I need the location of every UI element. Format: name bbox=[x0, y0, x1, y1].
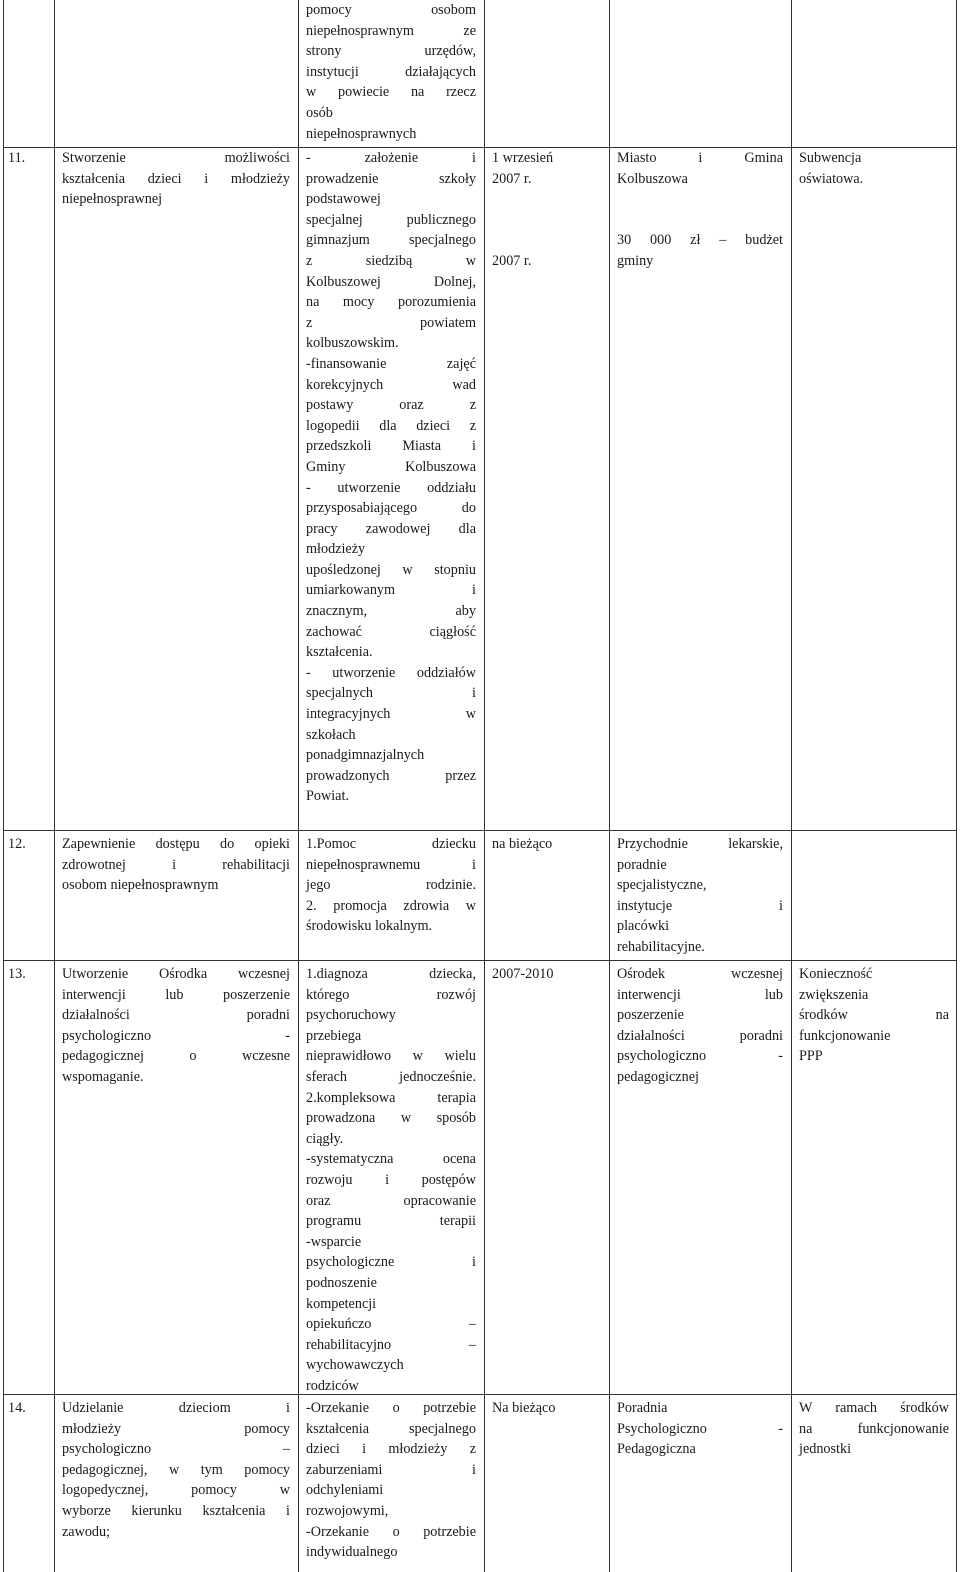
text-line: Poradnia bbox=[617, 1400, 668, 1416]
grid-vline-1 bbox=[54, 0, 55, 1572]
text-line: podstawowej bbox=[306, 191, 381, 208]
text-line: z siedzibą w bbox=[306, 252, 476, 269]
text-line: niepełnosprawnej bbox=[62, 191, 163, 208]
text-line: 2007-2010 bbox=[492, 966, 554, 982]
text-line: na bieżąco bbox=[492, 836, 553, 852]
text-line: Kolbuszowej Dolnej, bbox=[306, 273, 476, 290]
text-line: Stworzenie możliwości bbox=[62, 150, 290, 166]
text-line: Ośrodek wczesnej bbox=[617, 966, 783, 982]
text-line: na mocy porozumienia bbox=[306, 294, 476, 311]
text-line: prowadzenie szkoły bbox=[306, 170, 476, 187]
text-line: szkołach bbox=[306, 726, 356, 743]
goal-cell bbox=[62, 1398, 290, 1542]
grid-vline-3 bbox=[484, 0, 485, 1572]
text-line: funkcjonowanie bbox=[799, 1027, 891, 1044]
text-line: -Orzekanie o potrzebie bbox=[306, 1400, 476, 1416]
text-line: Psychologiczno - bbox=[617, 1420, 783, 1437]
text-line: psychologiczno – bbox=[62, 1441, 290, 1458]
text-line: rehabilitacyjno – bbox=[306, 1336, 476, 1353]
text-line: interwencji lub bbox=[617, 986, 783, 1003]
text-line: -Orzekanie o potrzebie bbox=[306, 1523, 476, 1540]
text-line: działalności poradni bbox=[617, 1027, 783, 1044]
text-line: Kolbuszowa bbox=[617, 170, 688, 187]
term-cell bbox=[492, 964, 602, 985]
text-line: specjalistyczne, bbox=[617, 877, 707, 894]
text-line: kształcenia dzieci i młodzieży bbox=[62, 170, 290, 187]
text-line: niepełnosprawnym ze bbox=[306, 22, 476, 39]
text-line: rozwoju i postępów bbox=[306, 1171, 476, 1188]
executor-cell bbox=[617, 834, 783, 958]
text-line: strony urzędów, bbox=[306, 43, 476, 60]
text-line: Powiat. bbox=[306, 788, 349, 805]
text-line: -systematyczna ocena bbox=[306, 1151, 476, 1168]
text-line: jednostki bbox=[799, 1441, 852, 1458]
text-line: przysposabiającego do bbox=[306, 500, 476, 517]
row-number: 13. bbox=[8, 966, 26, 982]
text-line: dzieci i młodzieży z bbox=[306, 1441, 476, 1458]
text-line: środków na bbox=[799, 1007, 949, 1024]
text-line: 2007 r. bbox=[492, 252, 532, 269]
text-line: prowadzona w sposób bbox=[306, 1110, 476, 1127]
text-line: postawy oraz z bbox=[306, 397, 476, 414]
text-line: młodzieży pomocy bbox=[62, 1420, 290, 1437]
text-line: osób bbox=[306, 104, 333, 121]
funding-cell bbox=[799, 1398, 949, 1460]
grid-vline-left bbox=[3, 0, 4, 1572]
text-line bbox=[617, 210, 783, 231]
row-number: 11. bbox=[8, 150, 26, 166]
text-line: zdrowotnej i rehabilitacji bbox=[62, 856, 290, 873]
text-line: jego rodzinie. bbox=[306, 877, 476, 894]
text-line: pedagogicznej, w tym pomocy bbox=[62, 1461, 290, 1478]
text-line: zachować ciągłość bbox=[306, 623, 476, 640]
text-line: logopedycznej, pomocy w bbox=[62, 1482, 290, 1499]
text-line: zwiększenia bbox=[799, 986, 869, 1003]
text-line: integracyjnych w bbox=[306, 706, 476, 723]
text-line: Konieczność bbox=[799, 966, 873, 982]
text-line: W ramach środków bbox=[799, 1400, 949, 1416]
text-line: - założenie i bbox=[306, 150, 476, 166]
text-line: w powiecie na rzecz bbox=[306, 84, 476, 101]
tasks-cell bbox=[306, 964, 476, 1396]
text-line: Na bieżąco bbox=[492, 1400, 556, 1416]
text-line: oświatowa. bbox=[799, 170, 864, 187]
text-line: poszerzenie bbox=[617, 1007, 684, 1024]
row-number: 14. bbox=[8, 1400, 26, 1416]
term-cell bbox=[492, 148, 602, 272]
text-line: działalności poradni bbox=[62, 1007, 290, 1024]
text-line: 1.diagnoza dziecka, bbox=[306, 966, 476, 982]
text-line: Miasto i Gmina bbox=[617, 150, 783, 166]
text-line: ponadgimnazjalnych bbox=[306, 747, 425, 764]
text-line: korekcyjnych wad bbox=[306, 376, 476, 393]
text-line: pomocy osobom bbox=[306, 2, 476, 18]
executor-cell bbox=[617, 964, 783, 1088]
grid-vline-4 bbox=[609, 0, 610, 1572]
text-line: nieprawidłowo w wielu bbox=[306, 1048, 476, 1065]
text-line bbox=[617, 189, 783, 210]
text-line: -finansowanie zajęć bbox=[306, 355, 476, 372]
text-line: pedagogicznej o wczesne bbox=[62, 1048, 290, 1065]
text-line: programu terapii bbox=[306, 1213, 476, 1230]
text-line: specjalnych i bbox=[306, 685, 476, 702]
tasks-cell bbox=[306, 834, 476, 937]
text-line: 2. promocja zdrowia w bbox=[306, 897, 476, 914]
text-line: kształcenia specjalnego bbox=[306, 1420, 476, 1437]
funding-cell bbox=[799, 964, 949, 1067]
text-line bbox=[492, 230, 602, 251]
text-line: przedszkoli Miasta i bbox=[306, 438, 476, 455]
text-line: podnoszenie bbox=[306, 1274, 377, 1291]
text-line: zaburzeniami i bbox=[306, 1461, 476, 1478]
text-line: rehabilitacyjne. bbox=[617, 938, 705, 955]
text-line: Gminy Kolbuszowa bbox=[306, 458, 476, 475]
grid-vline-2 bbox=[298, 0, 299, 1572]
text-line: PPP bbox=[799, 1048, 823, 1065]
text-line: młodzieży bbox=[306, 541, 366, 558]
text-line: specjalnej publicznego bbox=[306, 211, 476, 228]
text-line: oraz opracowanie bbox=[306, 1192, 476, 1209]
text-line: prowadzonych przez bbox=[306, 767, 476, 784]
text-line: 1 wrzesień bbox=[492, 150, 554, 166]
text-line: 30 000 zł – budżet bbox=[617, 232, 783, 249]
text-line: znacznym, aby bbox=[306, 603, 476, 620]
text-line: odchyleniami bbox=[306, 1482, 384, 1499]
text-line: wyborze kierunku kształcenia i bbox=[62, 1502, 290, 1519]
grid-vline-5 bbox=[791, 0, 792, 1572]
text-line: Pedagogiczna bbox=[617, 1441, 696, 1458]
text-line: psychologiczne i bbox=[306, 1254, 476, 1271]
grid-vline-right bbox=[956, 0, 957, 1572]
text-line bbox=[492, 210, 602, 231]
text-line: Utworzenie Ośrodka wczesnej bbox=[62, 966, 290, 982]
text-line: instytucji działających bbox=[306, 63, 476, 80]
term-cell bbox=[492, 1398, 602, 1419]
tasks-cell bbox=[306, 1398, 476, 1563]
text-line: środowisku lokalnym. bbox=[306, 918, 433, 935]
text-line: gminy bbox=[617, 252, 654, 269]
grid-hline-2 bbox=[3, 830, 957, 831]
text-line: 2.kompleksowa terapia bbox=[306, 1089, 476, 1106]
text-line: psychologiczno - bbox=[617, 1048, 783, 1065]
grid-hline-3 bbox=[3, 960, 957, 961]
text-line: - utworzenie oddziałów bbox=[306, 664, 476, 681]
text-line: pracy zawodowej dla bbox=[306, 520, 476, 537]
text-line: placówki bbox=[617, 918, 670, 935]
text-line: poradnie bbox=[617, 856, 667, 873]
text-line: logopedii dla dzieci z bbox=[306, 417, 476, 434]
text-line: wspomaganie. bbox=[62, 1068, 144, 1085]
grid-hline-4 bbox=[3, 1394, 957, 1395]
text-line: umiarkowanym i bbox=[306, 582, 476, 599]
goal-cell bbox=[62, 834, 290, 896]
text-line: - utworzenie oddziału bbox=[306, 479, 476, 496]
goal-cell bbox=[62, 148, 290, 210]
text-line: psychologiczno - bbox=[62, 1027, 290, 1044]
text-line: Przychodnie lekarskie, bbox=[617, 836, 783, 852]
text-line: zawodu; bbox=[62, 1523, 111, 1540]
goal-cell bbox=[62, 964, 290, 1088]
text-line: niepełnosprawnemu i bbox=[306, 856, 476, 873]
text-line: rozwojowymi, bbox=[306, 1502, 389, 1519]
text-line: kolbuszowskim. bbox=[306, 335, 399, 352]
text-line: instytucje i bbox=[617, 897, 783, 914]
text-line: pedagogicznej bbox=[617, 1068, 699, 1085]
text-line: Subwencja bbox=[799, 150, 862, 166]
term-cell bbox=[492, 834, 602, 855]
text-line: którego rozwój bbox=[306, 986, 476, 1003]
text-line: wychowawczych bbox=[306, 1357, 404, 1374]
text-line: 1.Pomoc dziecku bbox=[306, 836, 476, 852]
text-line: interwencji lub poszerzenie bbox=[62, 986, 290, 1003]
text-line: upośledzonej w stopniu bbox=[306, 561, 476, 578]
text-line: Zapewnienie dostępu do opieki bbox=[62, 836, 290, 852]
tasks-cell bbox=[306, 0, 476, 144]
text-line: Udzielanie dzieciom i bbox=[62, 1400, 290, 1416]
text-line: gimnazjum specjalnego bbox=[306, 232, 476, 249]
executor-cell bbox=[617, 1398, 783, 1460]
executor-cell bbox=[617, 148, 783, 272]
row-number: 12. bbox=[8, 836, 26, 852]
text-line bbox=[492, 189, 602, 210]
funding-cell bbox=[799, 148, 949, 189]
text-line: sferach jednocześnie. bbox=[306, 1068, 476, 1085]
text-line: ciągły. bbox=[306, 1130, 344, 1147]
text-line: kształcenia. bbox=[306, 644, 373, 661]
tasks-cell bbox=[306, 148, 476, 807]
text-line: niepełnosprawnych bbox=[306, 125, 417, 142]
text-line: psychoruchowy bbox=[306, 1007, 396, 1024]
text-line: 2007 r. bbox=[492, 170, 532, 187]
text-line: indywidualnego bbox=[306, 1544, 398, 1561]
text-line: opiekuńczo – bbox=[306, 1316, 476, 1333]
text-line: osobom niepełnosprawnym bbox=[62, 877, 219, 894]
text-line: rodziców bbox=[306, 1377, 359, 1394]
text-line: kompetencji bbox=[306, 1295, 377, 1312]
text-line: z powiatem bbox=[306, 314, 476, 331]
text-line: przebiega bbox=[306, 1027, 362, 1044]
text-line: na funkcjonowanie bbox=[799, 1420, 949, 1437]
text-line: -wsparcie bbox=[306, 1233, 362, 1250]
